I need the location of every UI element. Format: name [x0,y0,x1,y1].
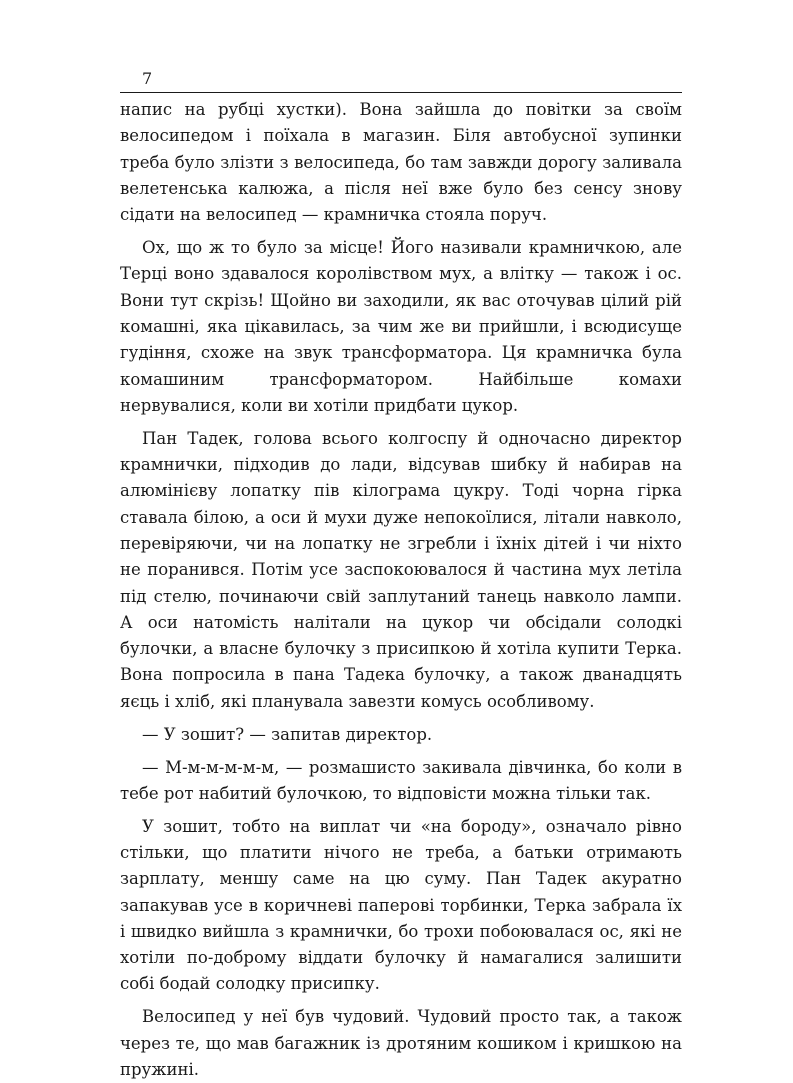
body-text [120,97,682,1083]
page-number: 7 [142,69,153,88]
dialogue-line: — М-м-м-м-м-м, — розмашисто закивала дівчинка, бо коли в тебе рот набитий булочкою, то відповісти можна тільки так. [120,757,682,803]
dialogue-line: — У зошит? — запитав директор. [142,724,433,744]
paragraph: Ох, що ж то було за місце! Його називали крамничкою, але Терці воно здавалося королівством мух, а влітку — також і ос. Вони тут скрізь! Щойно ви заходили, як вас оточував цілий рій комашні, яка цікавилась, за чим же ви прийшли, і всюдисуще гудіння, схоже на звук трансформатора. Ця крамничка була комашиним трансформатором. Найбільше комахи нервувалися, коли ви хотіли придбати цукор. [120,238,682,415]
page-header [120,66,682,93]
paragraph: напис на рубці хустки). Вона зайшла до повітки за своїм велосипедом і поїхала в магазин. Біля автобусної зупинки треба було злізти з велосипеда, бо там завжди дорогу заливала велетенська калюжа, а після неї вже було без сенсу знову сідати на велосипед — крамничка стояла поруч. [120,100,682,225]
paragraph: Велосипед у неї був чудовий. Чудовий просто так, а також через те, що мав багажник із дротяним кошиком і кришкою на пружині. [120,1007,682,1079]
paragraph: Пан Тадек, голова всього колгоспу й одночасно директор крамнички, підходив до лади, відсував шибку й набирав на алюмінієву лопатку пів кілограма цукру. Тоді чорна гірка ставала білою, а оси й мухи дуже непокоїлися, літали навколо, перевіряючи, чи на лопатку не згребли і їхніх дітей і чи ніхто не поранився. Потім усе заспокоювалося й частина мух летіла під стелю, починаючи свій заплутаний танець навколо лампи. А оси натомість налітали на цукор чи обсідали солодкі булочки, а власне булочку з присипкою й хотіла купити Терка. Вона попросила в пана Тадека булочку, а також дванадцять яєць і хліб, які планувала завезти комусь особливому. [120,428,682,711]
paragraph: У зошит, тобто на виплат чи «на бороду», означало рівно стільки, що платити нічого не треба, а батьки отримають зарплату, меншу саме на цю суму. Пан Тадек акуратно запакував усе в коричневі паперові торбинки, Терка забрала їх і швидко вийшла з крамнички, бо трохи побоювалася ос, які не хотіли по-доброму віддати булочку й намагалися залишити собі бодай солодку присипку. [120,816,682,994]
